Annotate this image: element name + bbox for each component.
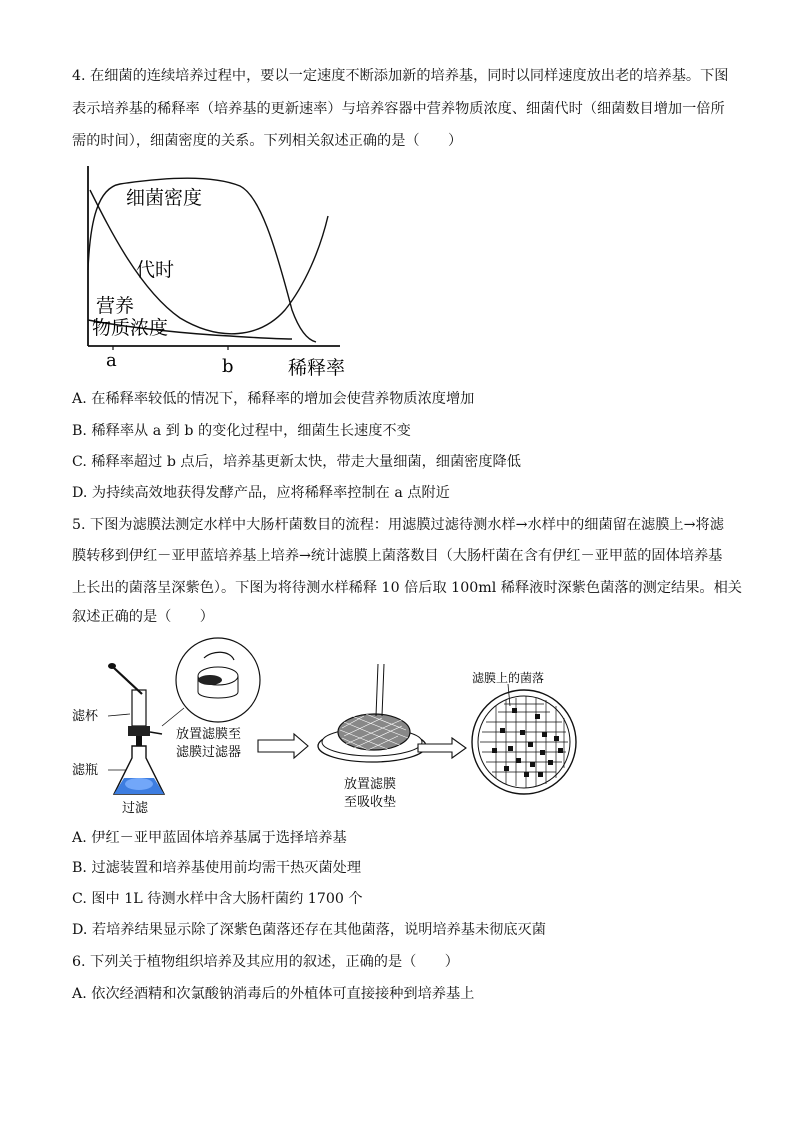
q6-option-a: A. 依次经酒精和次氯酸钠消毒后的外植体可直接接种到培养基上 [72,986,475,1002]
q5-stem-line-3: 上长出的菌落呈深紫色）。下图为将待测水样稀释 10 倍后取 100ml 稀释液时深紫色菌落的测定结果。相关 [72,580,742,596]
q5-label-colonies: 滤膜上的菌落 [472,671,545,685]
q5-stem-line-1: 5. 下图为滤膜法测定水样中大肠杆菌数目的流程：用滤膜过滤待测水样→水样中的细菌留在滤膜上→将滤 [72,517,724,533]
q5-option-b: B. 过滤装置和培养基使用前均需干热灭菌处理 [72,860,362,876]
q5-label-place-1: 放置滤膜至 [176,727,242,742]
q6-stem-line-1: 6. 下列关于植物组织培养及其应用的叙述，正确的是（ ） [72,954,459,970]
q5-label-filter-flask: 滤瓶 [72,763,99,778]
q4-label-nutrient-1: 营养 [96,295,135,317]
q4-label-nutrient-2: 物质浓度 [92,317,169,339]
q5-stem-line-4: 叙述正确的是（ ） [72,609,214,625]
q4-x-axis-label: 稀释率 [288,357,346,379]
q5-arrow-1 [258,734,308,758]
q4-stem-line-3: 需的时间），细菌密度的关系。下列相关叙述正确的是（ ） [72,133,463,149]
q4-stem-line-2: 表示培养基的稀释率（培养基的更新速率）与培养容器中营养物质浓度、细菌代时（细菌数目增加一倍所 [72,101,725,117]
q5-label-pad-2: 至吸收垫 [344,795,397,810]
q4-dilution-chart [80,160,370,380]
q5-arrow-2 [418,738,466,758]
q4-stem-line-1: 4. 在细菌的连续培养过程中，要以一定速度不断添加新的培养基，同时以同样速度放出老的培养基。下图 [72,68,729,84]
q4-option-d: D. 为持续高效地获得发酵产品，应将稀释率控制在 a 点附近 [72,485,450,501]
q5-colony-plate [472,690,576,794]
q5-label-filter-cup: 滤杯 [72,709,99,724]
q5-label-place-2: 滤膜过滤器 [176,745,242,760]
q5-absorbent-pad-dish [318,664,426,762]
q4-tick-a-label: a [106,350,117,371]
q5-option-d: D. 若培养结果显示除了深紫色菌落还存在其他菌落，说明培养基未彻底灭菌 [72,922,546,938]
q5-option-c: C. 图中 1L 待测水样中含大肠杆菌约 1700 个 [72,891,363,907]
q4-option-a: A. 在稀释率较低的情况下，稀释率的增加会使营养物质浓度增加 [72,391,475,407]
q5-label-filtration: 过滤 [122,801,149,814]
q4-option-b: B. 稀释率从 a 到 b 的变化过程中，细菌生长速度不变 [72,423,411,439]
q4-label-density: 细菌密度 [126,187,203,209]
q5-stem-line-2: 膜转移到伊红－亚甲蓝培养基上培养→统计滤膜上菌落数目（大肠杆菌在含有伊红－亚甲蓝的固体培养基 [72,548,723,564]
q4-tick-b-label: b [222,356,234,377]
q5-filtration-apparatus [108,663,164,794]
q5-membrane-filter-figure [72,634,592,814]
q5-option-a: A. 伊红－亚甲蓝固体培养基属于选择培养基 [72,830,347,846]
q5-label-pad-1: 放置滤膜 [344,777,397,792]
q4-label-generation: 代时 [136,259,175,281]
q4-option-c: C. 稀释率超过 b 点后，培养基更新太快，带走大量细菌，细菌密度降低 [72,454,521,470]
